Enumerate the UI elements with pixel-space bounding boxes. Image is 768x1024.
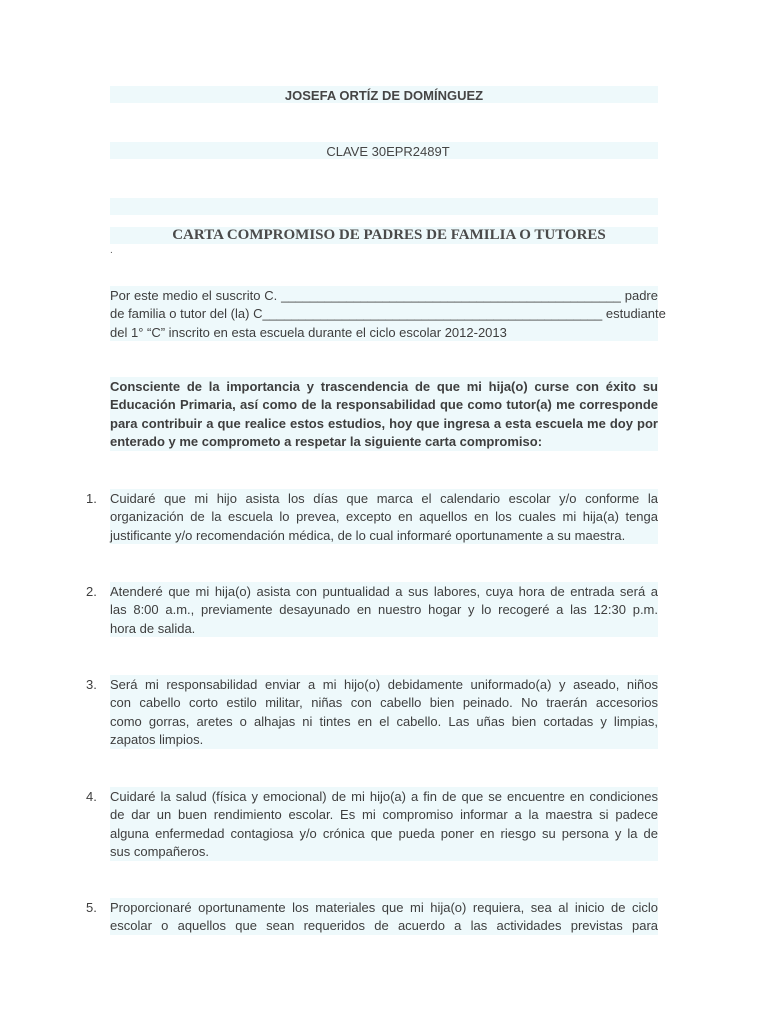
item-number: 2.: [86, 584, 97, 599]
school-name: JOSEFA ORTÍZ DE DOMÍNGUEZ: [284, 88, 484, 103]
item-line: escolar o aquellos que sean requeridos de acuerdo a las actividades previstas para: [110, 918, 658, 934]
item-line: organización de la escuela lo prevea, excepto en aquellos en los cuales mi hija(a) tenga: [110, 509, 658, 525]
item-line: de dar un buen rendimiento escolar. Es mi compromiso informar a la maestra si padece: [110, 807, 658, 823]
intro-line: del 1° “C” inscrito en esta escuela durante el ciclo escolar 2012-2013: [110, 324, 507, 340]
item-line: hora de salida.: [110, 620, 196, 636]
item-line: las 8:00 a.m., previamente desayunado en nuestro hogar y lo recogeré a las 12:30 p.m.: [110, 602, 658, 618]
commitment-line: Educación Primaria, así como de la responsabilidad que como tutor(a) me corresponde: [110, 397, 658, 413]
intro-line: Por este medio el suscrito C. _______________________________________________ padre: [110, 288, 658, 303]
item-number: 1.: [86, 491, 97, 506]
item-line: con cabello corto estilo militar, niñas con cabello bien peinado. No traerán accesorios: [110, 695, 658, 711]
item-line: Será mi responsabilidad enviar a mi hijo(o) debidamente uniformado(a) y aseado, niños: [110, 677, 658, 692]
item-line: como gorras, aretes o alhajas ni tintes en el cabello. Las uñas bien cortadas y limpias,: [110, 713, 658, 729]
item-line: alguna enfermedad contagiosa y/o crónica que pueda poner en riesgo su persona y la de: [110, 825, 658, 841]
list-item: [110, 788, 658, 862]
commitment-line: para contribuir a que realice estos estudios, hoy que ingresa a esta escuela me doy por: [110, 415, 658, 431]
item-number: 4.: [86, 789, 97, 804]
item-line: sus compañeros.: [110, 844, 209, 860]
item-number: 3.: [86, 677, 97, 692]
commitment-line: enterado y me comprometo a respetar la siguiente carta compromiso:: [110, 434, 543, 450]
item-line: Cuidaré que mi hijo asista los días que marca el calendario escolar y/o conforme la: [110, 491, 658, 506]
item-number: 5.: [86, 900, 97, 915]
highlight-band: [110, 198, 658, 215]
list-item: [110, 899, 658, 936]
title-mark: .: [110, 245, 113, 256]
item-line: Atenderé que mi hija(o) asista con puntualidad a sus labores, cuya hora de entrada será a: [110, 584, 658, 599]
intro-line: de familia o tutor del (la) C_______________________________________________ estudiante: [110, 306, 666, 322]
item-line: Proporcionaré oportunamente los materiales que mi hija(o) requiera, sea al inicio de ciclo: [110, 900, 658, 915]
item-line: Cuidaré la salud (física y emocional) de mi hijo(a) a fin de que se encuentre en condiciones: [110, 789, 658, 804]
list-item: [110, 583, 658, 638]
intro-paragraph: [110, 287, 666, 342]
item-line: justificante y/o recomendación médica, de lo cual informaré oportunamente a su maestra.: [110, 527, 626, 543]
commitment-line: Consciente de la importancia y trascendencia de que mi hija(o) curse con éxito su: [110, 379, 658, 394]
list-item: [110, 676, 658, 750]
item-line: zapatos limpios.: [110, 732, 204, 748]
commitment-paragraph: [110, 378, 658, 452]
school-key: CLAVE 30EPR2489T: [326, 144, 450, 159]
document-title: CARTA COMPROMISO DE PADRES DE FAMILIA O TUTORES: [172, 227, 606, 243]
list-item: [110, 490, 658, 545]
